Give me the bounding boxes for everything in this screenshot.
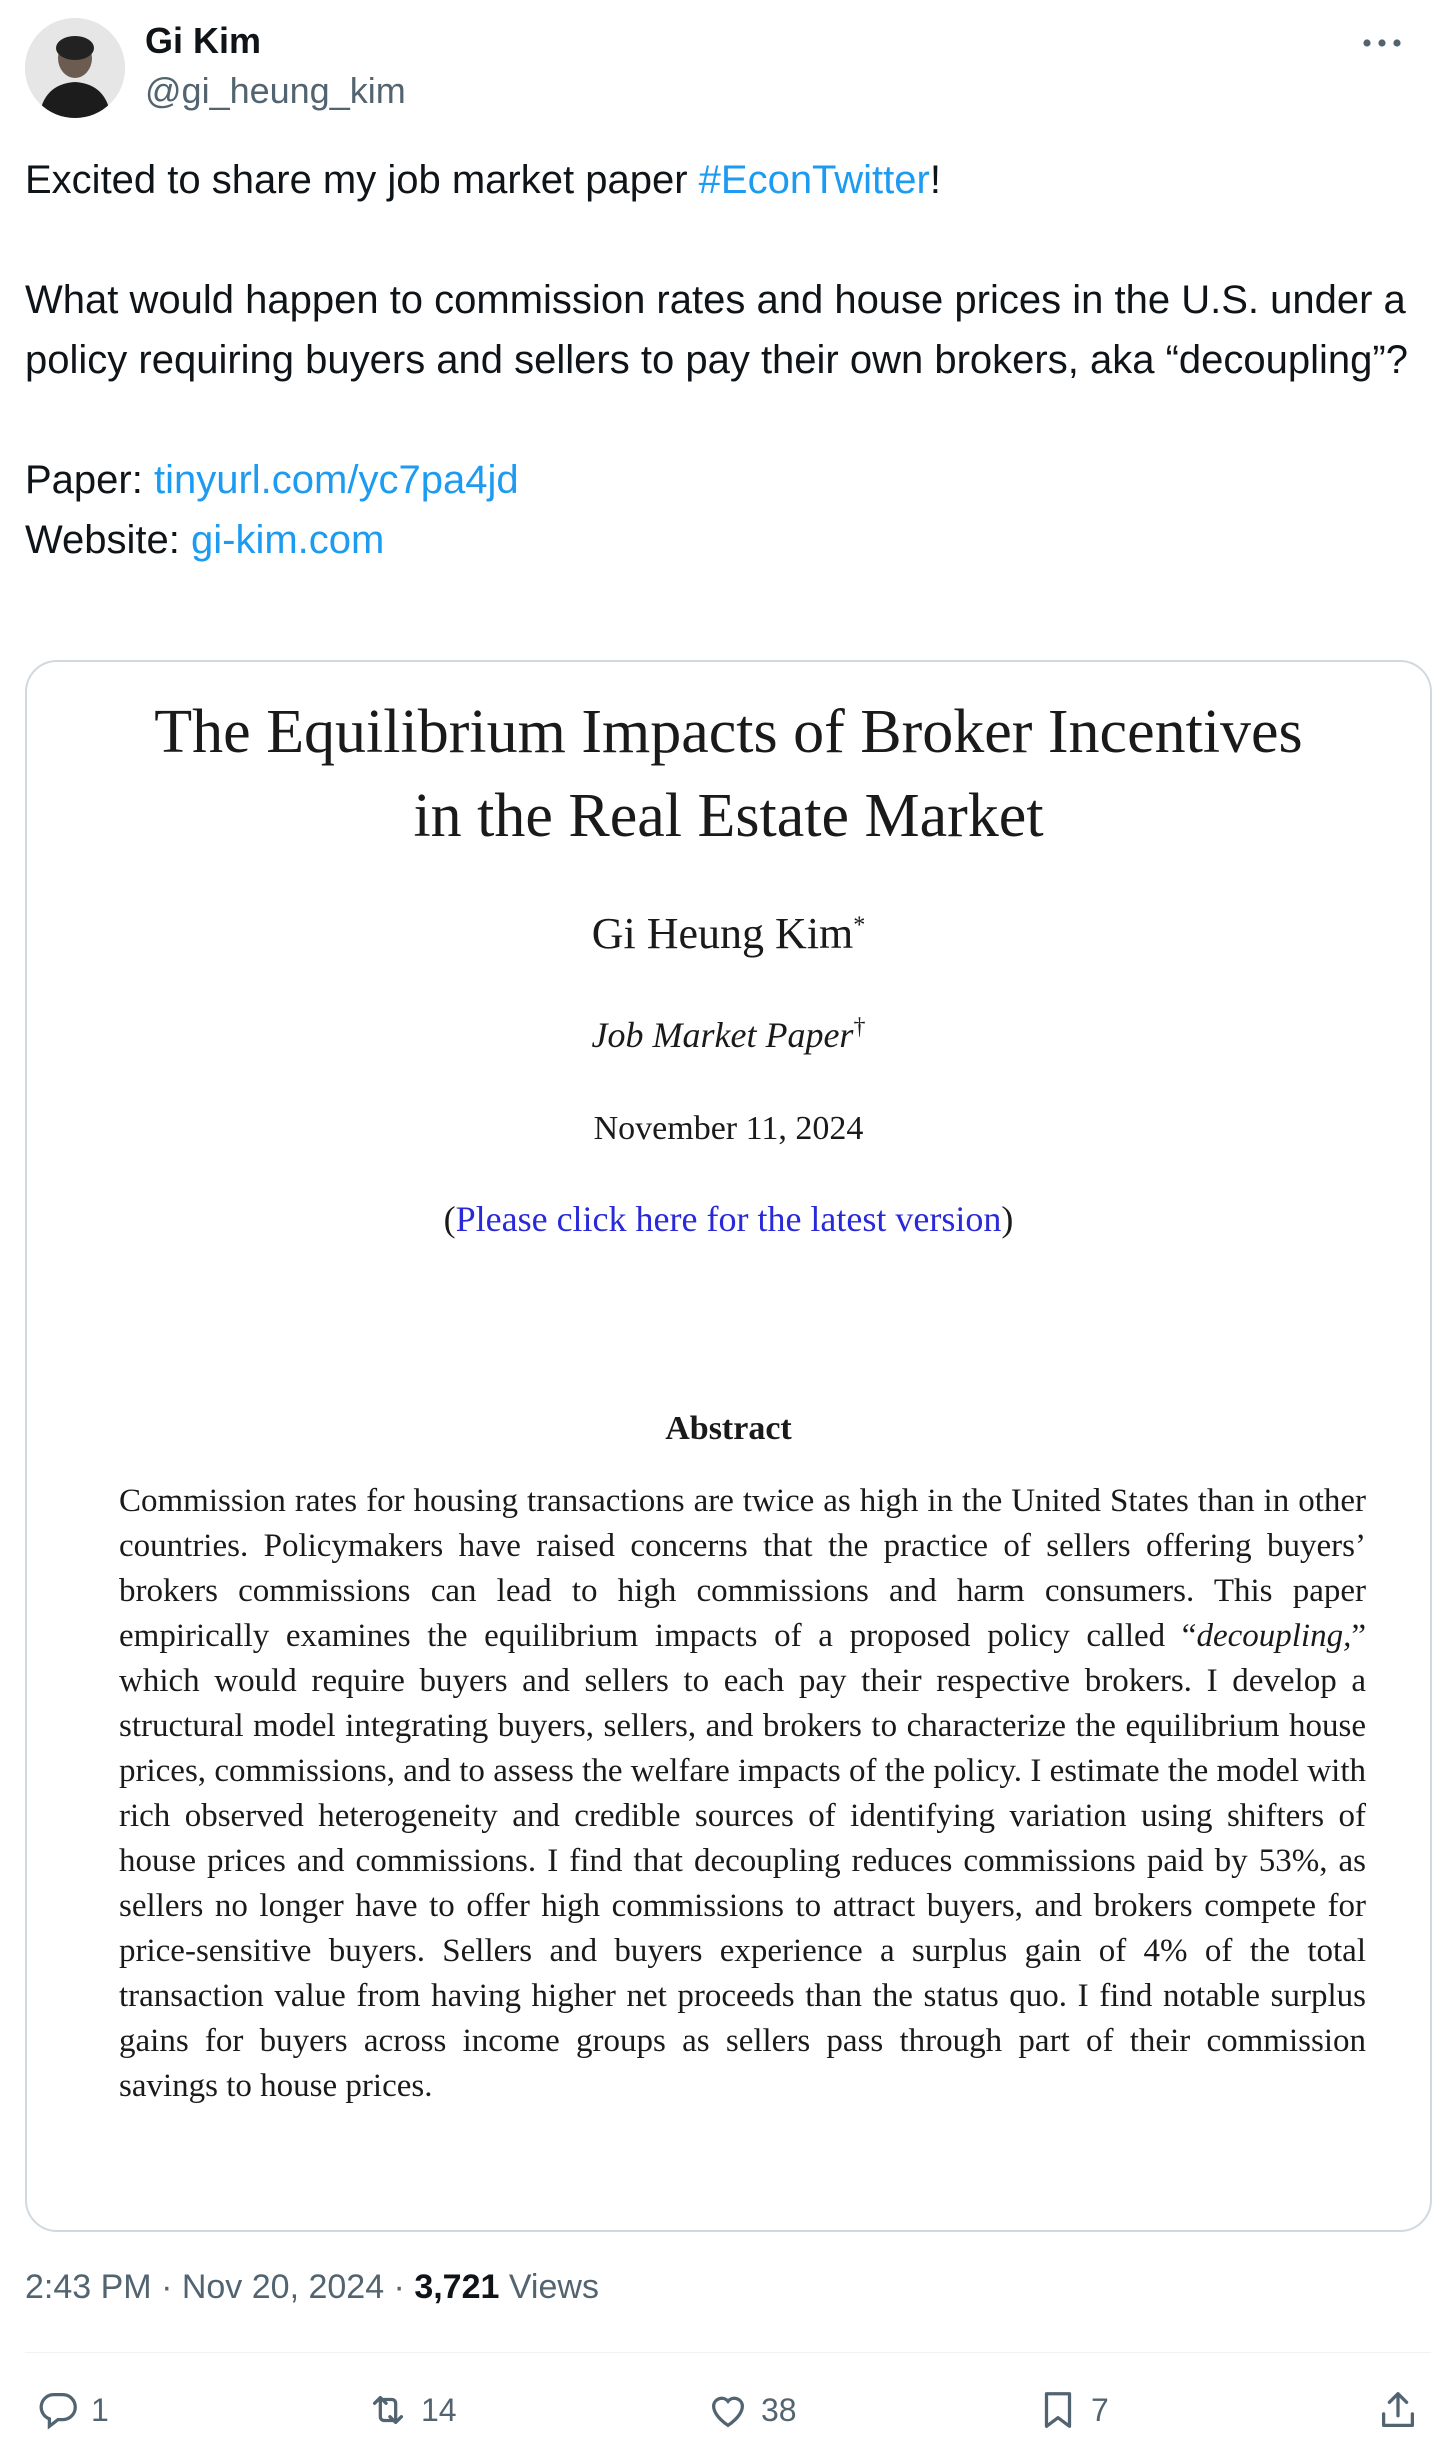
views-count: 3,721 <box>414 2268 500 2306</box>
retweet-button[interactable] <box>365 2385 457 2435</box>
website-link[interactable]: gi-kim.com <box>191 518 385 562</box>
paper-jmp-mark: † <box>853 1014 866 1040</box>
abstract-body <box>119 1479 1366 2109</box>
website-label: Website: <box>25 518 191 562</box>
retweet-icon <box>365 2387 411 2433</box>
paper-title-line1: The Equilibrium Impacts of Broker Incentives <box>154 698 1303 766</box>
paper-jmp <box>27 1014 1430 1056</box>
tweet-text <box>25 150 1425 570</box>
reply-icon <box>35 2387 81 2433</box>
bookmark-button[interactable] <box>1035 2385 1109 2435</box>
meta-sep: · <box>151 2268 182 2306</box>
reply-count: 1 <box>91 2391 109 2428</box>
avatar[interactable] <box>25 18 125 118</box>
views-label: Views <box>499 2268 599 2306</box>
paper-link[interactable]: tinyurl.com/yc7pa4jd <box>153 458 519 502</box>
paper-title <box>67 690 1390 858</box>
tweet-meta <box>25 2268 599 2307</box>
paren-close: ) <box>1001 1199 1014 1239</box>
share-icon <box>1375 2387 1421 2433</box>
intro-text: Excited to share my job market paper <box>25 158 699 202</box>
paper-page <box>27 662 1430 2230</box>
paper-label: Paper: <box>25 458 154 502</box>
paper-author-mark: * <box>853 912 866 939</box>
paper-date: November 11, 2024 <box>593 1110 864 1147</box>
paper-jmp-text: Job Market Paper <box>591 1015 854 1055</box>
divider <box>25 2352 1431 2353</box>
tweet-line-website <box>25 510 1425 570</box>
handle[interactable]: @gi_heung_kim <box>145 70 406 111</box>
paper-author-name: Gi Heung Kim <box>591 909 854 958</box>
abstract-text-2: ” which would require buyers and sellers to each pay their respective brokers. I develop a structural model integrating buyers, sellers, and brokers to characterize the equilibrium house prices, commissions, and to assess the welfare impacts of the policy. I estimate the model with rich observed heterogeneity and credible sources of identifying variation using shifters of house prices and commissions. I find that decoupling reduces commissions paid by 53%, as sellers no longer have to offer high commissions to attract buyers, and brokers compete for price-sensitive buyers. Sellers and buyers experience a surplus gain of 4% of the total transaction value from having higher net proceeds than the status quo. I find notable surplus gains for buyers across income groups as sellers pass through part of their commission savings to house prices. <box>119 1618 1366 2104</box>
reply-button[interactable] <box>35 2385 109 2435</box>
bookmark-icon <box>1035 2387 1081 2433</box>
latest-version-link: Please click here for the latest version <box>455 1199 1002 1239</box>
abstract-heading: Abstract <box>665 1410 792 1447</box>
media-image[interactable] <box>25 660 1432 2232</box>
intro-suffix: ! <box>929 158 941 202</box>
action-bar <box>35 2385 1425 2435</box>
meta-sep: · <box>384 2268 415 2306</box>
share-button[interactable] <box>1375 2385 1421 2435</box>
retweet-count: 14 <box>421 2391 457 2428</box>
like-count: 38 <box>761 2391 797 2428</box>
paren-open: ( <box>443 1199 456 1239</box>
paper-latest-version <box>27 1198 1430 1240</box>
more-horizontal-icon[interactable] <box>1352 18 1412 68</box>
paper-title-line2: in the Real Estate Market <box>413 782 1044 850</box>
timestamp-time[interactable]: 2:43 PM <box>25 2268 152 2306</box>
bookmark-count: 7 <box>1091 2391 1109 2428</box>
display-name[interactable]: Gi Kim <box>145 20 262 61</box>
paper-author <box>27 908 1430 959</box>
hashtag-link[interactable]: #EconTwitter <box>698 158 930 202</box>
heart-icon <box>705 2387 751 2433</box>
timestamp-date[interactable]: Nov 20, 2024 <box>181 2268 385 2306</box>
abstract-text-1: Commission rates for housing transactions are twice as high in the United States than in other countries. Policymakers have raised concerns that the practice of sellers offering buyers’ brokers commissions can lead to high commissions and harm consumers. This paper empirically examines the equilibrium impacts of a proposed policy called “ <box>119 1483 1366 1654</box>
abstract-italic: decoupling, <box>1196 1618 1352 1654</box>
tweet-line-paper <box>25 450 1425 510</box>
tweet-line-intro <box>25 150 1425 210</box>
like-button[interactable] <box>705 2385 797 2435</box>
tweet-question: What would happen to commission rates and house prices in the U.S. under a policy requiring buyers and sellers to pay their own brokers, aka “decoupling”? <box>25 278 1408 382</box>
